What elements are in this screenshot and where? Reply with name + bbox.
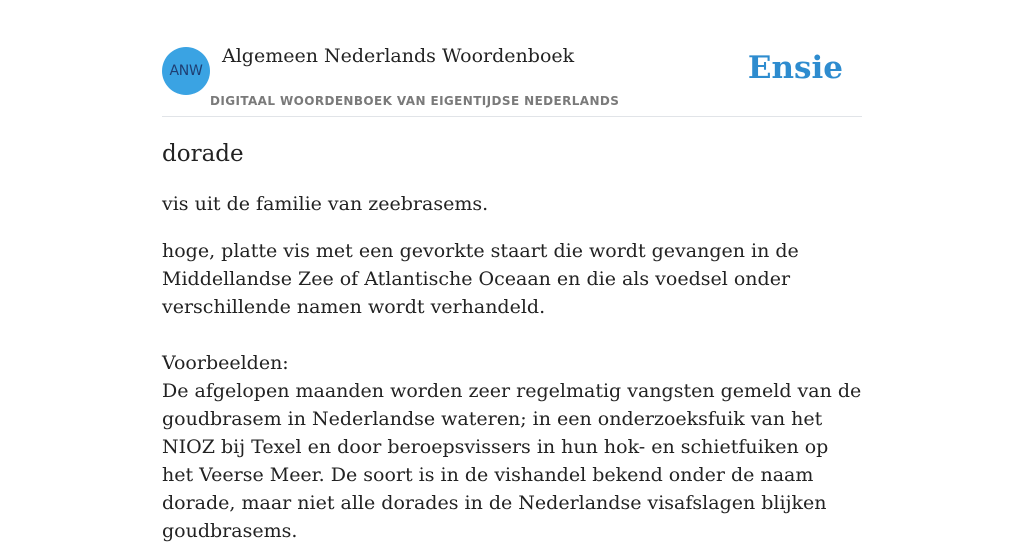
source-subtitle: DIGITAAL WOORDENBOEK VAN EIGENTIJDSE NEDERLANDS	[210, 94, 620, 108]
long-definition-block	[162, 237, 862, 545]
ensie-brand-logo[interactable]: Ensie	[747, 50, 843, 86]
headword: dorade	[162, 141, 244, 167]
example-text: De afgelopen maanden worden zeer regelmatig vangsten gemeld van de goudbrasem in Nederlandse wateren; in een onderzoeksfuik van het NIOZ bij Texel en door beroepsvissers in hun hok- en schietfuiken op het Veerse Meer. De soort is in de vishandel bekend onder de naam dorade, maar niet alle dorades in de Nederlandse visafslagen blijken goudbrasems.	[162, 380, 862, 542]
anw-logo[interactable]: ANW	[162, 47, 210, 95]
long-definition: hoge, platte vis met een gevorkte staart die wordt gevangen in de Middellandse Zee of Atlantische Oceaan en die als voedsel onder verschillende namen wordt verhandeld.	[162, 240, 799, 318]
paragraph-spacer	[162, 321, 862, 349]
entry-content	[162, 138, 862, 545]
dictionary-header	[162, 0, 862, 117]
examples-label: Voorbeelden:	[162, 352, 289, 374]
short-definition: vis uit de familie van zeebrasems.	[162, 193, 489, 215]
source-title[interactable]: Algemeen Nederlands Woordenboek	[222, 45, 575, 67]
